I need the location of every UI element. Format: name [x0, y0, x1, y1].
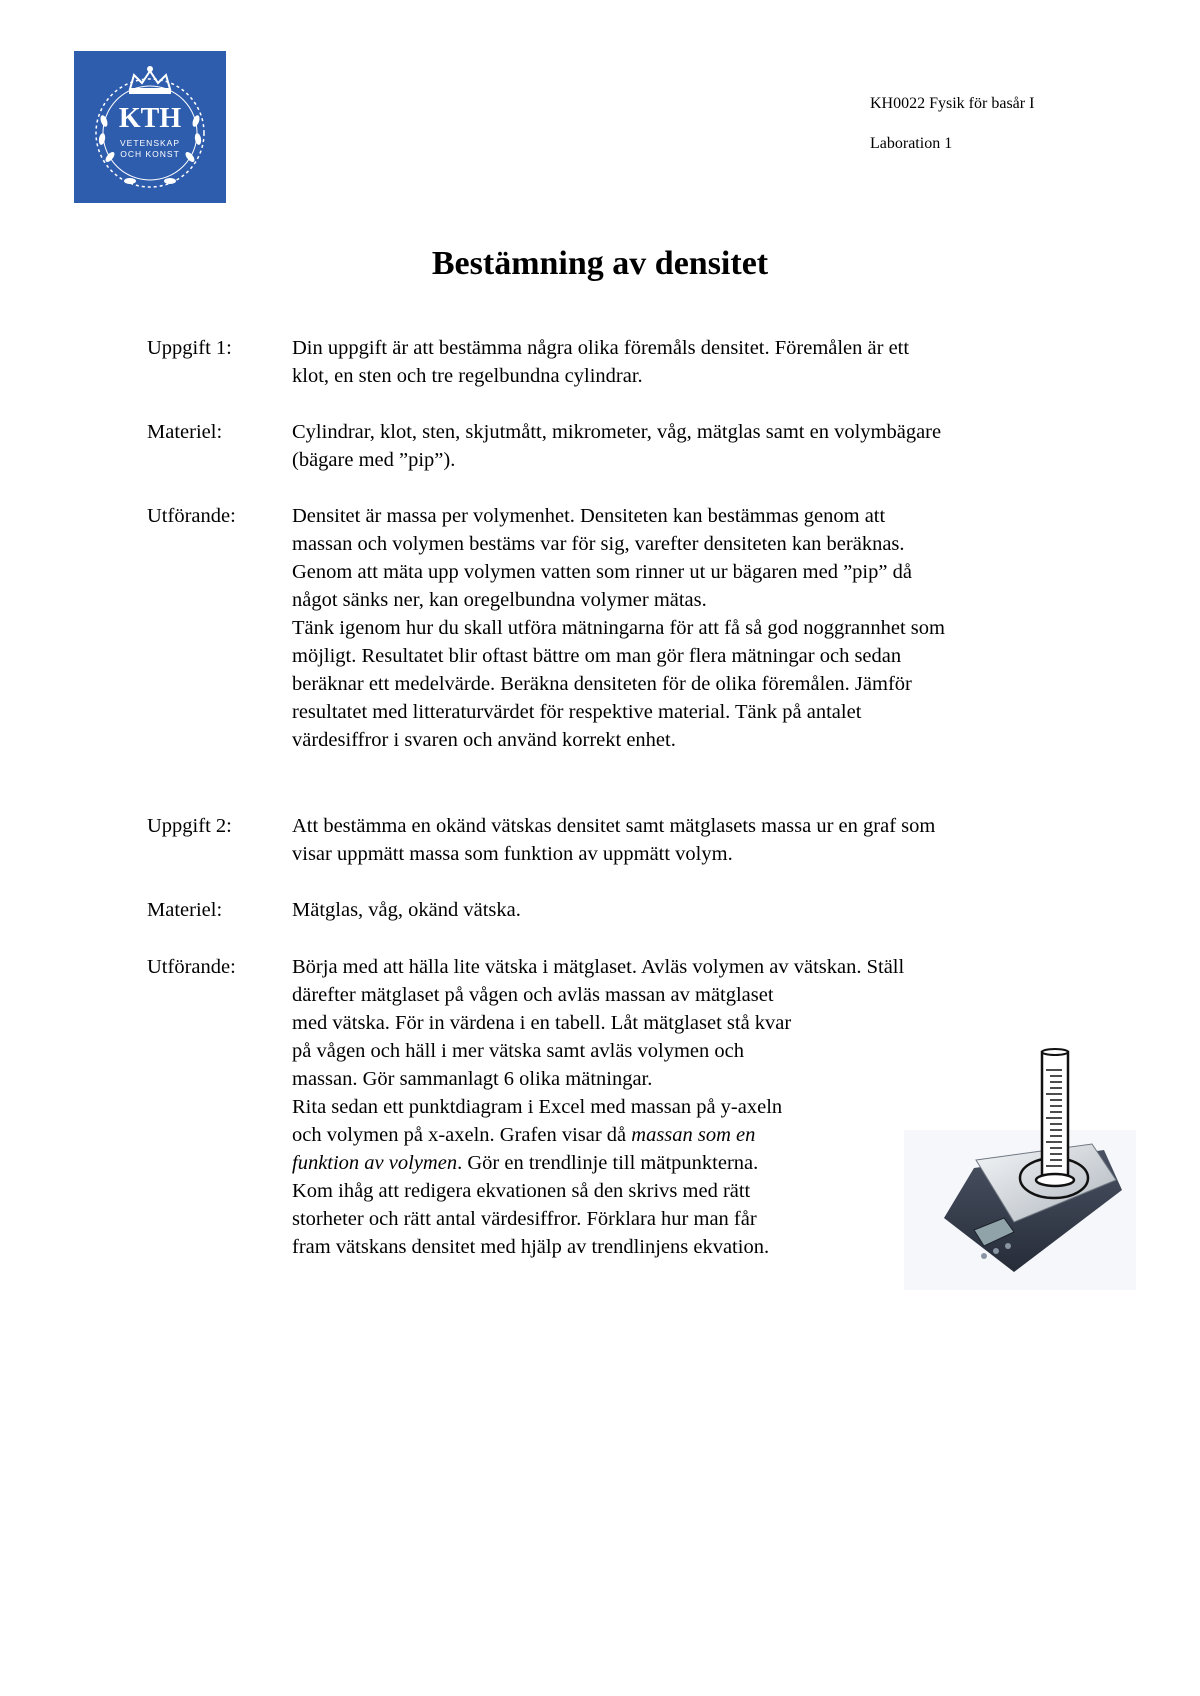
text-span: . Gör en trendlinje till mätpunkterna.	[457, 1152, 759, 1174]
kth-logo-icon	[74, 51, 226, 203]
text-line: Tänk igenom hur du skall utföra mätningarna för att få så god noggrannhet som	[292, 617, 945, 639]
text-line: något sänks ner, kan oregelbundna volymer mätas.	[292, 589, 707, 611]
logo-motto-1: VETENSKAP	[119, 138, 181, 148]
section-label: Utförande:	[147, 505, 236, 527]
text-line: värdesiffror i svaren och använd korrekt enhet.	[292, 729, 676, 751]
section-label: Materiel:	[147, 899, 223, 921]
text-line: Mätglas, våg, okänd vätska.	[292, 899, 521, 921]
text-line: (bägare med ”pip”).	[292, 449, 456, 471]
text-line: Att bestämma en okänd vätskas densitet samt mätglasets massa ur en graf som	[292, 815, 936, 837]
page-title: Bestämning av densitet	[431, 245, 769, 282]
section-body	[292, 953, 904, 1261]
text-line: möjligt. Resultatet blir oftast bättre om man gör flera mätningar och sedan	[292, 645, 902, 667]
text-line: Genom att mäta upp volymen vatten som rinner ut ur bägaren med ”pip” då	[292, 561, 912, 583]
section-body	[292, 812, 935, 868]
text-line: fram vätskans densitet med hjälp av trendlinjens ekvation.	[292, 1236, 770, 1258]
section-body	[292, 418, 941, 474]
text-line: beräknar ett medelvärde. Beräkna densiteten för de olika föremålen. Jämför	[292, 673, 912, 695]
course-code: KH0022 Fysik för basår I	[870, 95, 1035, 112]
text-span: och volymen på x-axeln. Grafen visar då	[292, 1124, 632, 1146]
text-line: Densitet är massa per volymenhet. Densiteten kan bestämmas genom att	[292, 505, 886, 527]
text-line: klot, en sten och tre regelbundna cylindrar.	[292, 365, 643, 387]
text-line: Din uppgift är att bestämma några olika föremåls densitet. Föremålen är ett	[292, 337, 910, 359]
logo-text: KTH	[118, 103, 182, 134]
section-body	[292, 502, 945, 754]
text-line: därefter mätglaset på vågen och avläs massan av mätglaset	[292, 984, 774, 1006]
text-line: Rita sedan ett punktdiagram i Excel med massan på y-axeln	[292, 1096, 783, 1118]
section-label: Uppgift 2:	[147, 815, 232, 837]
illustration	[904, 1040, 1136, 1290]
emphasis-text: funktion av volymen	[292, 1152, 458, 1174]
emphasis-text: massan som en	[631, 1124, 756, 1146]
text-line: massan. Gör sammanlagt 6 olika mätningar.	[292, 1068, 653, 1090]
header-meta	[870, 96, 1034, 152]
graduated-cylinder-on-scale-icon	[904, 1040, 1136, 1290]
section-label: Uppgift 1:	[147, 337, 232, 359]
text-line	[292, 1121, 904, 1149]
text-line: med vätska. För in värdena i en tabell. Låt mätglaset stå kvar	[292, 1012, 792, 1034]
section-label: Materiel:	[147, 421, 223, 443]
text-line	[292, 1149, 904, 1177]
text-line: Börja med att hälla lite vätska i mätglaset. Avläs volymen av vätskan. Ställ	[292, 956, 905, 978]
text-line: resultatet med litteraturvärdet för respektive material. Tänk på antalet	[292, 701, 862, 723]
section-body	[292, 896, 521, 924]
lab-number: Laboration 1	[870, 135, 953, 152]
section-body	[292, 334, 909, 390]
text-line: Kom ihåg att redigera ekvationen så den skrivs med rätt	[292, 1180, 751, 1202]
text-line: visar uppmätt massa som funktion av uppmätt volym.	[292, 843, 733, 865]
logo-motto-2: OCH KONST	[120, 149, 180, 159]
text-line: Cylindrar, klot, sten, skjutmått, mikrometer, våg, mätglas samt en volymbägare	[292, 421, 942, 443]
kth-logo	[74, 51, 226, 203]
text-line: storheter och rätt antal värdesiffror. Förklara hur man får	[292, 1208, 757, 1230]
text-line: massan och volymen bestäms var för sig, varefter densiteten kan beräknas.	[292, 533, 905, 555]
section-label: Utförande:	[147, 956, 236, 978]
text-line: på vågen och häll i mer vätska samt avläs volymen och	[292, 1040, 745, 1062]
